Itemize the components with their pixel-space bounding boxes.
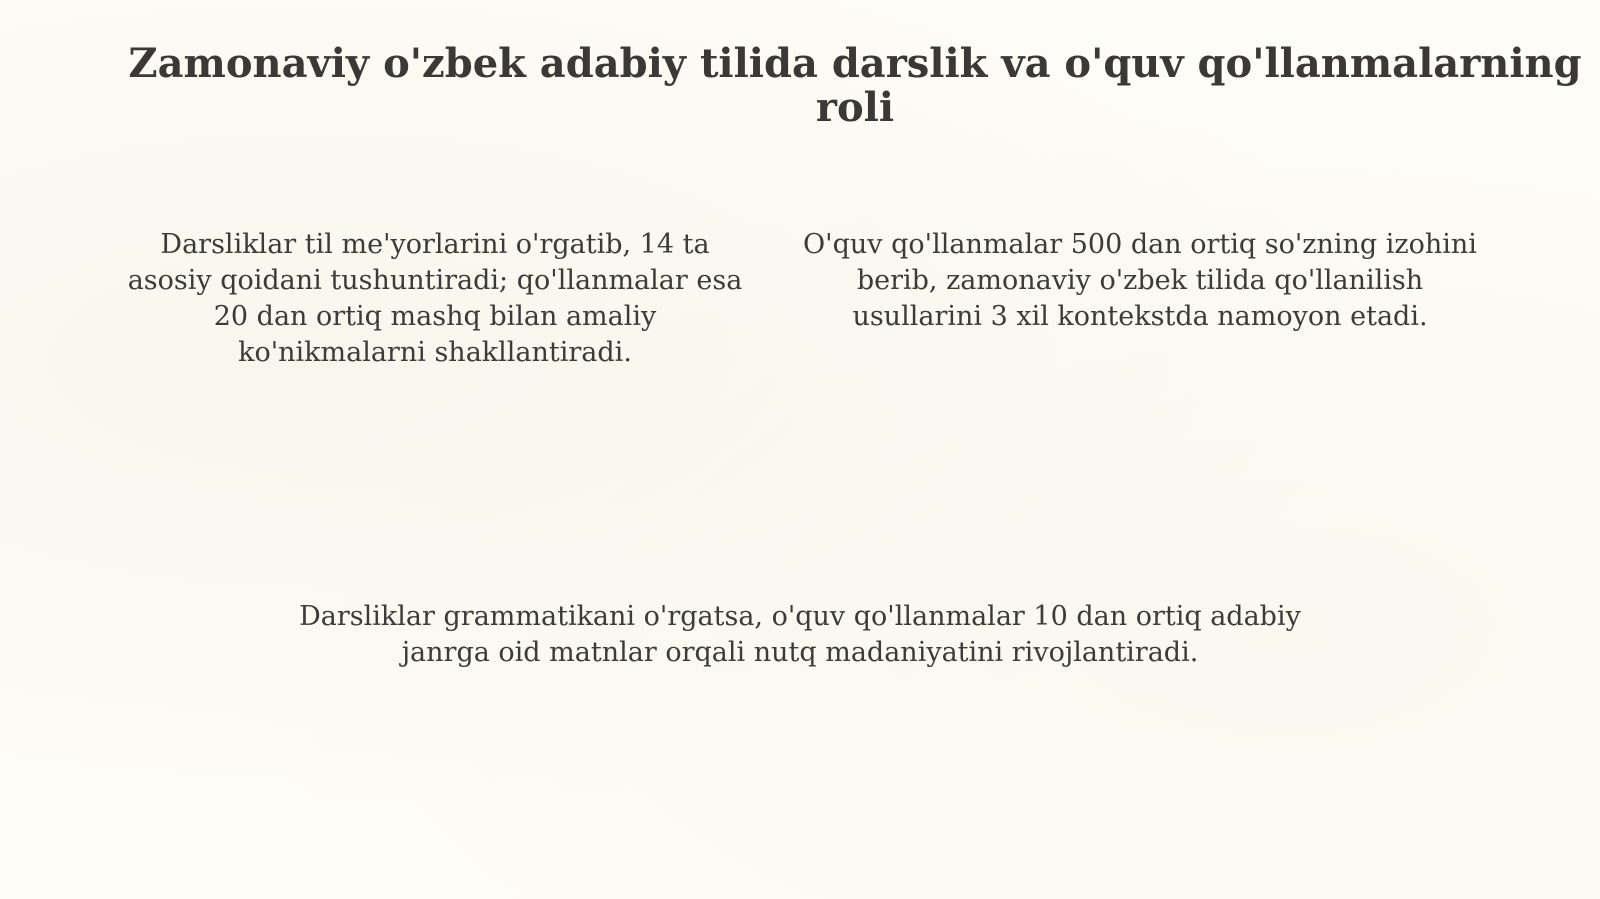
paragraph-manuals-vocabulary: O'quv qo'llanmalar 500 dan ortiq so'zning izohini berib, zamonaviy o'zbek tilida qo'llanilish usullarini 3 xil kontekstda namoyon etadi.: [803, 229, 1477, 332]
slide-title: Zamonaviy o'zbek adabiy tilida darslik va o'quv qo'llanmalarning roli: [128, 40, 1582, 131]
paragraph-textbooks-rules: Darsliklar til me'yorlarini o'rgatib, 14 ta asosiy qoidani tushuntiradi; qo'llanmalar esa 20 dan ortiq mashq bilan amaliy ko'nikmalarni shakllantiradi.: [127, 229, 743, 368]
paragraph-speech-culture: Darsliklar grammatikani o'rgatsa, o'quv qo'llanmalar 10 dan ortiq adabiy janrga oid matnlar orqali nutq madaniyatini rivojlantiradi.: [299, 601, 1301, 668]
